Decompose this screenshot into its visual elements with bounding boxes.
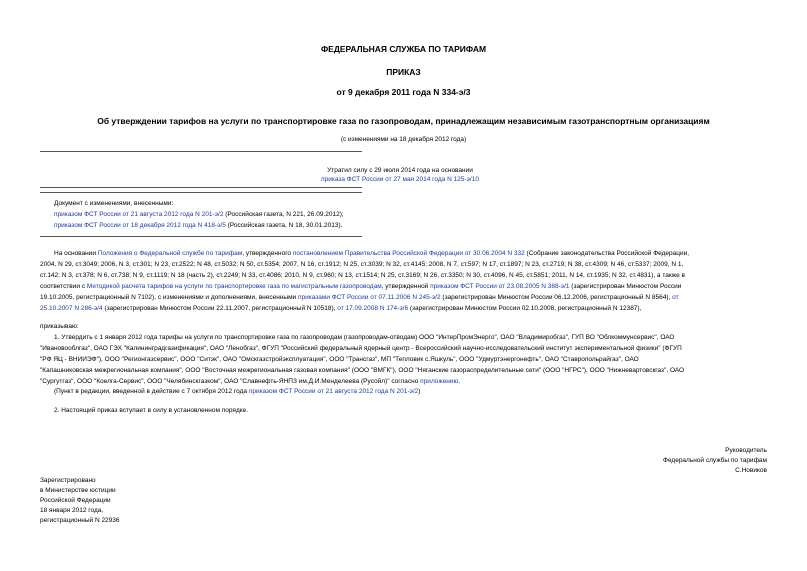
preamble-line: На основании Положения о Федеральной службе по тарифам, утвержденного постановлением Правительства Российской Федерации от 30.06.2004 N 332 (Собрание законодательства Российской Федерации, [54,250,690,257]
item1-line: "Сургутгаз", ООО "Коелга-Сервис", ООО "Челябинскгазком", ОАО "Славнефть-ЯНПЗ им.Д.И.Менделеева (Русойл)" согласно приложению. [40,378,461,385]
changes-heading: Документ с изменениями, внесенными: [54,200,174,207]
separator-rule [40,192,362,193]
order-link[interactable]: приказами ФСТ России от 07.11.2006 N 245-э/2 [298,294,441,301]
appendix-link[interactable]: приложению [420,378,459,385]
methodology-link[interactable]: Методикой расчета тарифов на услуги по транспортировке газа по магистральным газопроводам [86,283,382,290]
signer-name: С.Новиков [735,467,767,474]
signer-organization: Федеральной службы по тарифам [663,457,767,464]
amendment-order-link[interactable]: приказом ФСТ России от 21 августа 2012 года N 201-э/2 [54,211,224,218]
agency-name: ФЕДЕРАЛЬНАЯ СЛУЖБА ПО ТАРИФАМ [320,44,487,54]
registration-line: регистрационный N 22936 [40,517,120,524]
government-decree-link[interactable]: постановлением Правительства Российской Федерации от 30.06.2004 N 332 [292,250,525,257]
registration-line: Российской Федерации [40,497,111,504]
item1-line: 1. Утвердить с 1 января 2012 года тарифы на услуги по транспортировке газа по газопроводам (газопроводам-отводам) ООО "ИнтерПромЭнерго", ОАО "Владимиробгаз", ГУП ВО "Облкоммунсервис", ОАО [54,334,675,341]
separator-rule [40,151,362,152]
document-type: ПРИКАЗ [386,67,421,77]
regulation-link[interactable]: Положения о Федеральной службе по тарифам [97,250,243,257]
order-link[interactable]: от 17.09.2008 N 174-э/6 [337,305,409,312]
change-item: приказом ФСТ России от 18 декабря 2012 года N 418-э/5 (Российская газета, N 18, 30.01.2013). [54,222,343,229]
separator-rule [40,187,362,188]
registration-line: в Министерстве юстиции [40,487,116,494]
registration-line: Зарегистрировано [40,477,96,484]
document-title: Об утверждении тарифов на услуги по транспортировке газа по газопроводам, принадлежащим независимым газотранспортным организациям [97,116,710,126]
amendment-order-link[interactable]: приказом ФСТ России от 18 декабря 2012 года N 418-э/5 [54,222,226,229]
preamble-line: соответствии с Методикой расчета тарифов на услуги по транспортировке газа по магистральным газопроводам, утвержденной приказом ФСТ России от 23.08.2005 N 388-э/1 (зарегистрирован Минюстом России [40,283,682,290]
order-link[interactable]: приказом ФСТ России от 23.08.2005 N 388-э/1 [430,283,570,290]
amendments-note: (с изменениями на 18 декабря 2012 года) [340,136,467,143]
preamble-line: 25.10.2007 N 286-э/4 (зарегистрирован Минюстом России 22.11.2007, регистрационный N 10518), от 17.09.2008 N 174-э/6 (зарегистрирован Минюстом России 02.10.2008, регистрационный N 12387), [40,305,642,312]
change-item: приказом ФСТ России от 21 августа 2012 года N 201-э/2 (Российская газета, N 221, 26.09.2012); [54,211,344,218]
separator-rule [40,236,362,237]
preamble-line: 2004, N 29, ст.3049; 2006, N 3, ст.301; N 23, ст.2522; N 48, ст.5032; N 50, ст.5354; 2007, N 16, ст.1912; N 25, ст.3039; N 32, ст.4145; 2008, N 7, ст.597; N 17, ст.1897; N 23, ст.2719; N 38, ст.4309; N 46, ст.5337; 2009, N 1, [40,261,684,268]
repeal-order-link[interactable]: приказа ФСТ России от 27 мая 2014 года N 125-э/10 [321,176,479,183]
signer-position: Руководитель [725,447,767,454]
order-link[interactable]: от [672,294,679,301]
order-word: приказываю: [40,323,79,330]
preamble-line: ст.142; N 3, ст.378; N 6, ст.738; N 9, ст.1119; N 18 (часть 2), ст.2249; N 33, ст.4086; 2010, N 9, ст.960; N 13, ст.1514; N 25, ст.3169; N 26, ст.3350; N 30, ст.4096, N 45, ст.5851; 2011, N 14, ст.1935; N 32, ст.4831), а также в [40,272,685,279]
order-link[interactable]: 25.10.2007 N 286-э/4 [40,305,103,312]
item1-line: "Ивановооблгаз", ОАО ГЭХ "Калининградгазификация", ОАО "Ленобгаз", ФГУП "Российский федеральный ядерный центр - Всероссийский научно-исследовательский институт экспериментальной физики" (ФГУП [40,345,682,352]
item2-text: 2. Настоящий приказ вступает в силу в установленном порядке. [54,407,249,414]
registration-line: 18 января 2012 года, [40,507,104,514]
item1-line: "Капашниковская межрегиональная компания", ООО "Восточная межрегиональная газовая компания" (ООО "ВМГК"), ООО "Няганские газораспределительные сети" (ООО "НГРС"), ООО "Нижневартовскгаз", ОАО [40,367,685,374]
lost-force-text: Утратил силу с 29 июля 2014 года на основании [327,167,473,174]
document-date: от 9 декабря 2011 года N 334-э/3 [336,87,471,97]
amendment-order-link[interactable]: приказом ФСТ России от 21 августа 2012 года N 201-э/2 [248,388,419,395]
preamble-line: 19.10.2005, регистрационный N 7102), с изменениями и дополнениями, внесенными приказами ФСТ России от 07.11.2006 N 245-э/2 (зарегистрирован Минюстом России 06.12.2006, регистрационный N 8564), от [40,294,679,301]
edition-note: (Пункт в редакции, введенной в действие с 7 октября 2012 года приказом ФСТ России от 21 августа 2012 года N 201-э/2) [54,388,421,395]
item1-line: "РФ ЯЦ - ВНИИЭФ"), ООО "Регионгазсервис", ООО "Ситэк", ОАО "Омскгазстройэксплуатация", ООО "Трансгаз", МП "Тепловик с.Яшкуль", ООО "Удмуртэнергонефть", ОАО "Ставропольрайгаз", ОАО [40,356,639,363]
